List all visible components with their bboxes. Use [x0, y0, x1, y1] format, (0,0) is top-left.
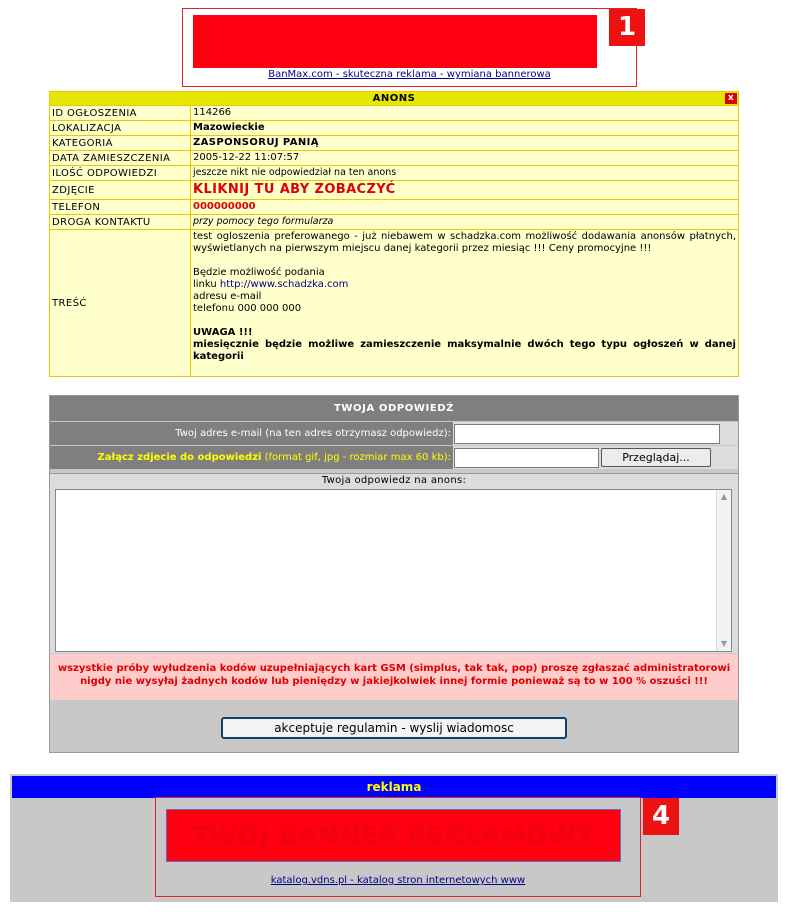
anons-title: ANONS	[372, 93, 416, 104]
schadzka-link[interactable]: http://www.schadzka.com	[219, 279, 349, 290]
row-value	[191, 181, 738, 199]
warning-line: wszystkie próby wyłudzenia kodów uzupełniających kart GSM (simplus, tak tak, pop) proszę zgłaszać administratorowi	[57, 663, 731, 674]
row-lokalizacja	[50, 120, 738, 135]
row-label: ID OGŁOSZENIA	[50, 106, 191, 120]
row-value: 000000000	[193, 201, 256, 212]
row-label: LOKALIZACJA	[50, 121, 191, 135]
photo-label	[50, 446, 453, 469]
banner-slot-number: 4	[643, 798, 679, 835]
message-section	[50, 473, 738, 653]
scroll-up-icon[interactable]: ▲	[720, 492, 728, 501]
warning-line: nigdy nie wysyłaj żadnych kodów lub pieniędzy w jakiejkolwiek innej formie ponieważ są to w 100 % oszuści !!!	[80, 676, 708, 687]
row-label: KATEGORIA	[50, 136, 191, 150]
top-banner-ad[interactable]	[182, 8, 637, 87]
email-row	[50, 421, 738, 445]
email-input-cell	[453, 422, 738, 445]
row-ilosc	[50, 165, 738, 180]
row-label: DATA ZAMIESZCZENIA	[50, 151, 191, 165]
row-id	[50, 105, 738, 120]
message-label: Twoja odpowiedz na anons:	[321, 475, 467, 486]
row-label: TELEFON	[50, 200, 191, 214]
submit-button[interactable]: akceptuje regulamin - wyslij wiadomosc	[221, 717, 567, 739]
row-value: 2005-12-22 11:07:57	[193, 152, 300, 163]
row-tresc	[50, 229, 738, 376]
row-telefon	[50, 199, 738, 214]
close-icon[interactable]: x	[725, 93, 737, 104]
banner-slot-number: 1	[609, 9, 645, 46]
uwaga-text: miesięcznie będzie możliwe zamieszczenie maksymalnie dwóch tego typu ogłoszeń w danej kategorii	[193, 339, 736, 362]
reklama-section	[10, 774, 778, 902]
tresc-paragraph: test ogloszenia preferowanego - już niebawem w schadzka.com możliwość dodawania anonsów płatnych, wyświetlanych na pierwszym miejscu danej kategorii przez miesiąc !!! Ceny promocyjne !!!	[193, 231, 736, 254]
row-value: przy pomocy tego formularza	[193, 216, 334, 227]
row-label: ILOŚĆ ODPOWIEDZI	[50, 166, 191, 180]
photo-row	[50, 445, 738, 469]
row-droga	[50, 214, 738, 229]
scroll-down-icon[interactable]: ▼	[720, 639, 728, 648]
reply-title: TWOJA ODPOWIEDŹ	[50, 396, 738, 421]
row-value: jeszcze nikt nie odpowiedział na ten anons	[193, 167, 397, 178]
row-kategoria	[50, 135, 738, 150]
reply-form	[49, 395, 739, 753]
show-photo-link[interactable]: KLIKNIJ TU ABY ZOBACZYĆ	[193, 182, 396, 197]
row-label: ZDJĘCIE	[50, 181, 191, 199]
row-data	[50, 150, 738, 165]
anons-table	[49, 91, 739, 377]
tresc-line: telefonu 000 000 000	[193, 303, 302, 314]
browse-button[interactable]: Przeglądaj...	[601, 448, 711, 467]
message-textarea[interactable]	[55, 489, 732, 652]
uwaga-heading: UWAGA !!!	[193, 327, 253, 338]
banner-image[interactable]	[193, 15, 597, 68]
row-label: DROGA KONTAKTU	[50, 215, 191, 229]
photo-label-bold: Załącz zdjecie do odpowiedzi	[97, 452, 262, 463]
textarea-scrollbar[interactable]	[716, 490, 731, 651]
row-value	[191, 230, 738, 376]
anons-header	[50, 92, 738, 105]
row-label: TREŚĆ	[50, 230, 191, 376]
banner-image[interactable]: TWÓJ BANNER REKLAMOWY	[166, 809, 621, 862]
row-value: ZASPONSORUJ PANIĄ	[193, 137, 319, 148]
row-value: Mazowieckie	[193, 122, 265, 133]
tresc-line-prefix: linku	[193, 279, 220, 290]
photo-input-cell	[453, 446, 738, 469]
bottom-banner-ad[interactable]	[155, 797, 671, 897]
email-label: Twoj adres e-mail (na ten adres otrzymasz odpowiedz):	[50, 422, 453, 445]
tresc-line: adresu e-mail	[193, 291, 262, 302]
banner-link[interactable]: katalog.vdns.pl - katalog stron internetowych www	[270, 875, 526, 886]
reklama-title: reklama	[12, 776, 776, 798]
tresc-line	[193, 279, 736, 291]
scam-warning	[50, 654, 738, 700]
row-value: 114266	[193, 107, 232, 118]
email-field[interactable]	[454, 424, 720, 444]
tresc-line: Będzie możliwość podania	[193, 267, 325, 278]
row-zdjecie	[50, 180, 738, 199]
photo-file-field[interactable]	[454, 448, 599, 468]
banner-link[interactable]: BanMax.com - skuteczna reklama - wymiana bannerowa	[268, 69, 551, 80]
photo-label-rest: (format gif, jpg - rozmiar max 60 kb):	[261, 452, 451, 463]
